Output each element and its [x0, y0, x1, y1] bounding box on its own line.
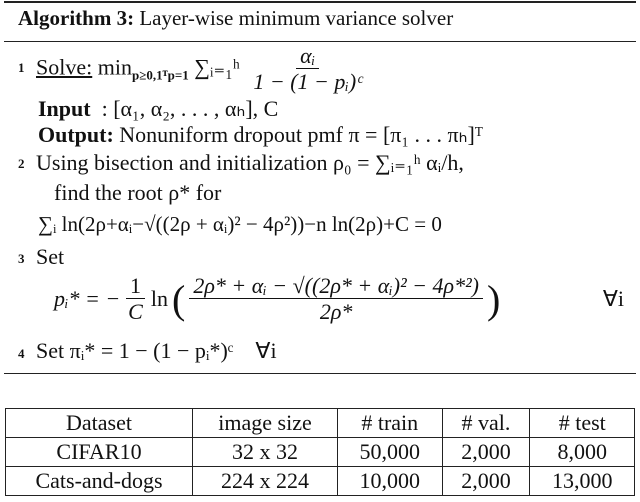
cell: 13,000: [530, 467, 635, 496]
numerator: 2ρ* + αᵢ − √((2ρ* + αᵢ)² − 4ρ*²): [189, 274, 483, 299]
header-train: # train: [338, 409, 443, 438]
p-lhs: pᵢ* = −: [54, 286, 121, 312]
line-find-root: find the root ρ* for: [54, 180, 222, 205]
min-constraint: p≥0,1ᵀp=1: [131, 67, 189, 83]
title-rule: [4, 41, 636, 42]
table-row: [6, 467, 635, 496]
ln-op: ln: [150, 286, 168, 312]
input-line: [38, 96, 278, 122]
denominator: 1 − (1 − pᵢ)ᶜ: [253, 69, 362, 95]
forall: ∀i: [602, 286, 624, 312]
algorithm-name: Layer-wise minimum variance solver: [139, 6, 454, 30]
objective-fraction: [249, 44, 366, 94]
cell: 2,000: [442, 467, 530, 496]
denominator: C: [128, 299, 143, 325]
line-solve: [36, 44, 370, 94]
line-number: 2: [18, 156, 25, 171]
denominator: 2ρ*: [319, 299, 353, 325]
line-bisection: Using bisection and initialization ρ₀ = ∑ᵢ₌₁ʰ αᵢ/h,: [36, 150, 464, 175]
line-set: Set: [36, 244, 65, 269]
table-header-row: [6, 409, 635, 438]
algorithm-label: Algorithm 3:: [18, 6, 135, 30]
min-op: min: [97, 54, 132, 80]
header-image-size: image size: [193, 409, 338, 438]
line-number: 4: [18, 346, 25, 361]
cell: 32 x 32: [193, 438, 338, 467]
log-fraction: [189, 274, 483, 324]
cell: 2,000: [442, 438, 530, 467]
cell: 10,000: [338, 467, 443, 496]
algorithm-title: [18, 6, 453, 31]
line-number: 1: [18, 60, 25, 75]
output-value: Nonuniform dropout pmf π = [π₁ . . . πₕ]ᵀ: [119, 122, 483, 147]
numerator: 1: [126, 274, 145, 299]
line-number: 3: [18, 251, 25, 266]
cell: CIFAR10: [6, 438, 193, 467]
output-label: Output:: [38, 122, 114, 147]
header-test: # test: [530, 409, 635, 438]
cell: 224 x 224: [193, 467, 338, 496]
root-equation: ∑ᵢ ln(2ρ+αᵢ−√((2ρ + αᵢ)² − 4ρ²))−n ln(2ρ)+C = 0: [38, 212, 442, 236]
cell: 8,000: [530, 438, 635, 467]
one-over-c: [124, 274, 147, 324]
header-val: # val.: [442, 409, 530, 438]
input-label: Input: [38, 96, 91, 121]
p-formula: pᵢ* = − $\frac{1}{C}$ ln ( $\frac{\text{2ρ* + αᵢ − √((2ρ* + αᵢ)² − 4ρ*²)}}{2\rho*}$ ) ∀i: [54, 273, 624, 325]
sum-op: ∑ᵢ₌₁ʰ: [194, 54, 240, 80]
input-value: : [α₁, α₂, . . . , αₕ], C: [101, 96, 279, 121]
output-line: [38, 122, 483, 148]
solve-label: Solve:: [36, 54, 93, 80]
top-rule: [4, 1, 636, 3]
dataset-table: [5, 408, 635, 496]
cell: 50,000: [338, 438, 443, 467]
header-dataset: Dataset: [6, 409, 193, 438]
bottom-rule: [4, 373, 636, 374]
line-set-pi: Set πᵢ* = 1 − (1 − pᵢ*)ᶜ ∀i: [36, 338, 277, 363]
cell: Cats-and-dogs: [6, 467, 193, 496]
numerator: αᵢ: [296, 44, 319, 69]
table-row: [6, 438, 635, 467]
